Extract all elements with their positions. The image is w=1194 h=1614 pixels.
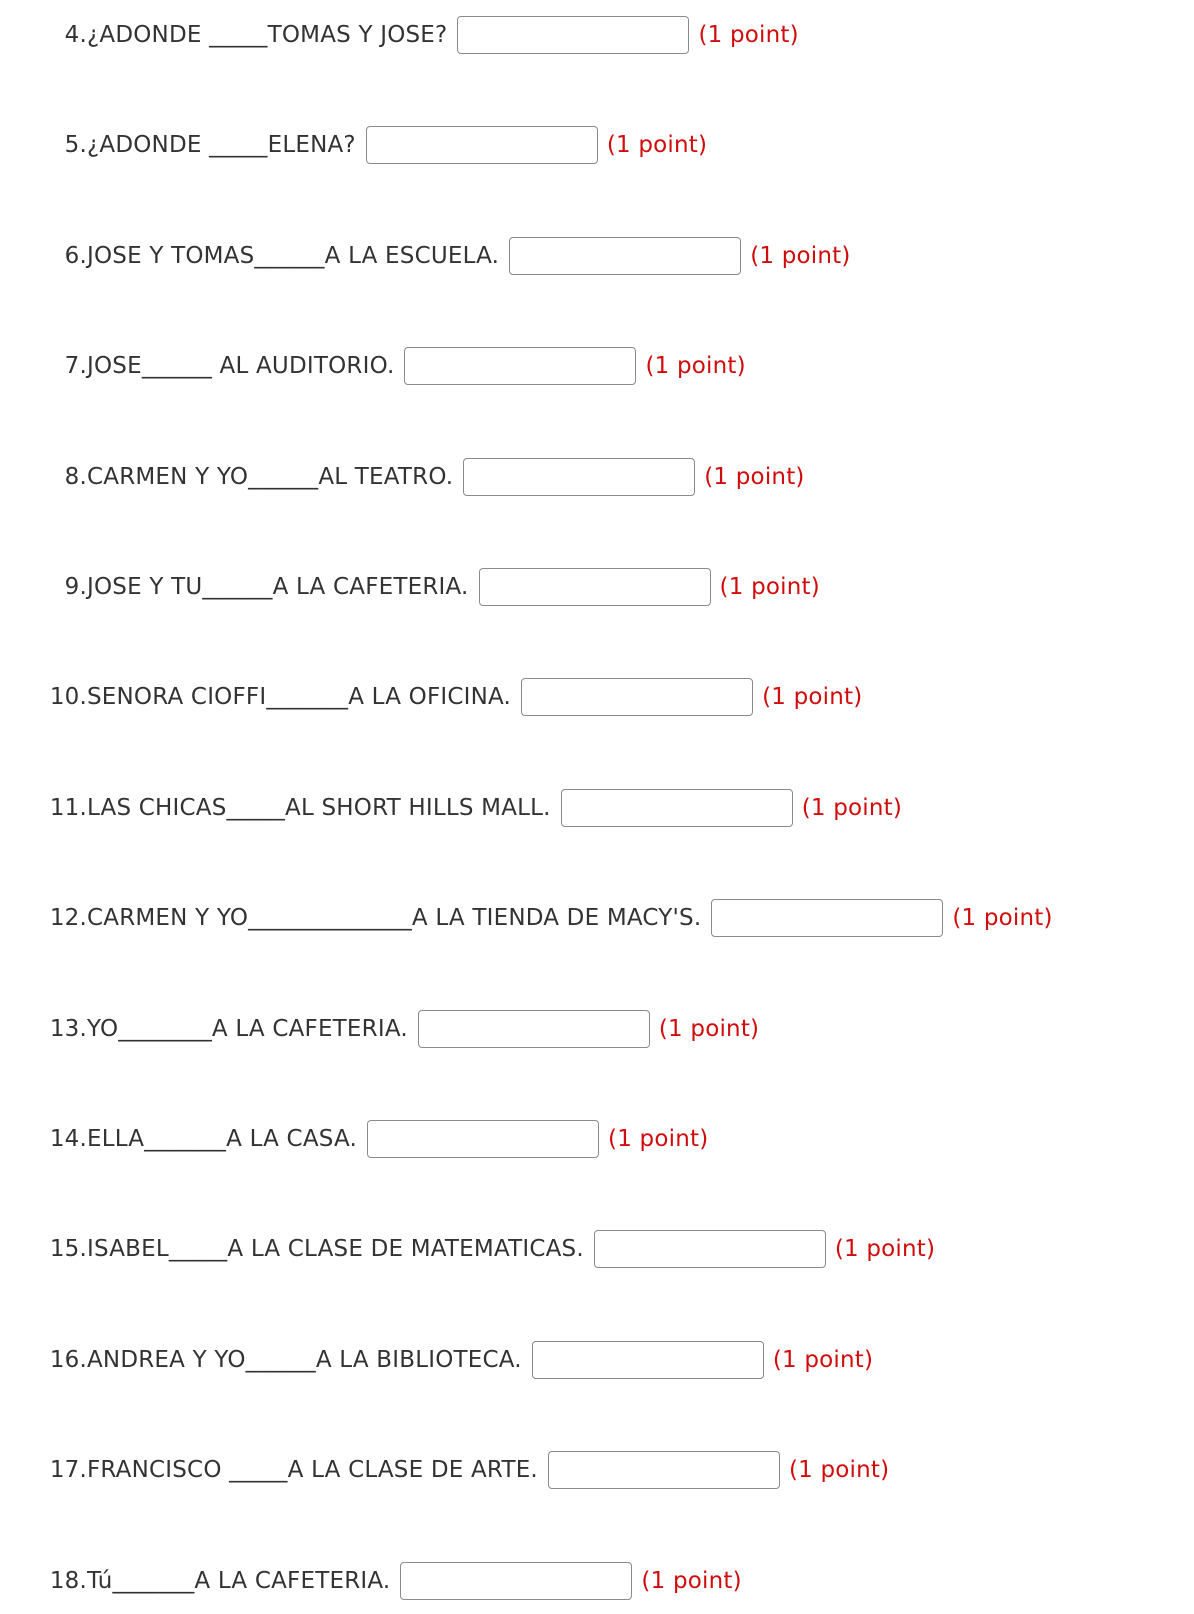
question-prompt: ¿ADONDE _____TOMAS Y JOSE? xyxy=(87,22,448,48)
question-row xyxy=(0,1005,1194,1053)
question-row xyxy=(0,1336,1194,1384)
question-prompt: YO________A LA CAFETERIA. xyxy=(87,1015,408,1042)
answer-input[interactable] xyxy=(548,1451,780,1489)
question-number: 9. xyxy=(64,574,87,600)
question-number: 13. xyxy=(49,1015,87,1042)
points-label: (1 point) xyxy=(606,132,708,159)
answer-input[interactable] xyxy=(521,678,753,716)
points-label: (1 point) xyxy=(641,1567,742,1594)
question-row xyxy=(0,232,1194,280)
question-number: 12. xyxy=(49,905,87,932)
answer-input[interactable] xyxy=(404,347,636,385)
question-number: 6. xyxy=(64,242,87,269)
answer-input[interactable] xyxy=(532,1341,764,1379)
answer-input[interactable] xyxy=(479,568,711,606)
question-prompt: SENORA CIOFFI_______A LA OFICINA. xyxy=(87,684,512,711)
question-prompt: JOSE______ AL AUDITORIO. xyxy=(87,353,395,380)
question-prompt: FRANCISCO _____A LA CLASE DE ARTE. xyxy=(87,1457,538,1484)
question-number: 10. xyxy=(49,684,87,711)
question-number: 11. xyxy=(49,794,87,821)
question-number: 16. xyxy=(49,1346,87,1373)
answer-input[interactable] xyxy=(367,1120,599,1158)
question-number: 5. xyxy=(64,132,87,159)
question-prompt: ANDREA Y YO______A LA BIBLIOTECA. xyxy=(87,1346,522,1373)
question-number: 7. xyxy=(64,353,87,380)
question-row xyxy=(0,894,1194,942)
question-prompt: JOSE Y TOMAS______A LA ESCUELA. xyxy=(87,242,500,269)
question-row xyxy=(0,342,1194,390)
points-label: (1 point) xyxy=(952,905,1053,932)
answer-input[interactable] xyxy=(561,789,793,827)
answer-input[interactable] xyxy=(463,458,695,496)
question-row xyxy=(0,673,1194,721)
question-prompt: LAS CHICAS_____AL SHORT HILLS MALL. xyxy=(87,794,551,821)
points-label: (1 point) xyxy=(834,1236,936,1263)
question-row xyxy=(0,1446,1194,1494)
question-row xyxy=(0,563,1194,611)
points-label: (1 point) xyxy=(788,1457,890,1484)
question-row xyxy=(0,1115,1194,1163)
points-label: (1 point) xyxy=(658,1015,760,1042)
points-label: (1 point) xyxy=(608,1126,709,1152)
answer-input[interactable] xyxy=(400,1562,632,1600)
answer-input[interactable] xyxy=(509,237,741,275)
answer-input[interactable] xyxy=(594,1230,826,1268)
question-row xyxy=(0,1225,1194,1273)
points-label: (1 point) xyxy=(772,1346,874,1373)
points-label: (1 point) xyxy=(750,242,851,269)
question-row xyxy=(0,453,1194,501)
answer-input[interactable] xyxy=(457,16,689,54)
question-number: 15. xyxy=(49,1236,87,1263)
question-number: 14. xyxy=(49,1126,87,1152)
question-prompt: ISABEL_____A LA CLASE DE MATEMATICAS. xyxy=(87,1236,584,1263)
question-prompt: ¿ADONDE _____ELENA? xyxy=(87,132,356,159)
points-label: (1 point) xyxy=(801,794,903,821)
answer-input[interactable] xyxy=(366,126,598,164)
question-prompt: CARMEN Y YO______AL TEATRO. xyxy=(87,463,454,490)
points-label: (1 point) xyxy=(719,574,820,600)
points-label: (1 point) xyxy=(645,353,746,380)
question-prompt: Tú_______A LA CAFETERIA. xyxy=(87,1567,391,1594)
question-prompt: JOSE Y TU______A LA CAFETERIA. xyxy=(87,574,469,600)
question-number: 18. xyxy=(49,1567,87,1594)
question-prompt: ELLA_______A LA CASA. xyxy=(87,1126,358,1152)
question-prompt: CARMEN Y YO______________A LA TIENDA DE MACY'S. xyxy=(87,905,702,932)
question-number: 17. xyxy=(49,1457,87,1484)
points-label: (1 point) xyxy=(704,463,805,490)
question-row xyxy=(0,121,1194,169)
answer-input[interactable] xyxy=(418,1010,650,1048)
answer-input[interactable] xyxy=(711,899,943,937)
points-label: (1 point) xyxy=(762,684,863,711)
question-row xyxy=(0,1557,1194,1605)
question-number: 4. xyxy=(64,22,87,48)
points-label: (1 point) xyxy=(698,22,799,48)
question-row xyxy=(0,11,1194,59)
question-row xyxy=(0,784,1194,832)
question-number: 8. xyxy=(64,463,87,490)
